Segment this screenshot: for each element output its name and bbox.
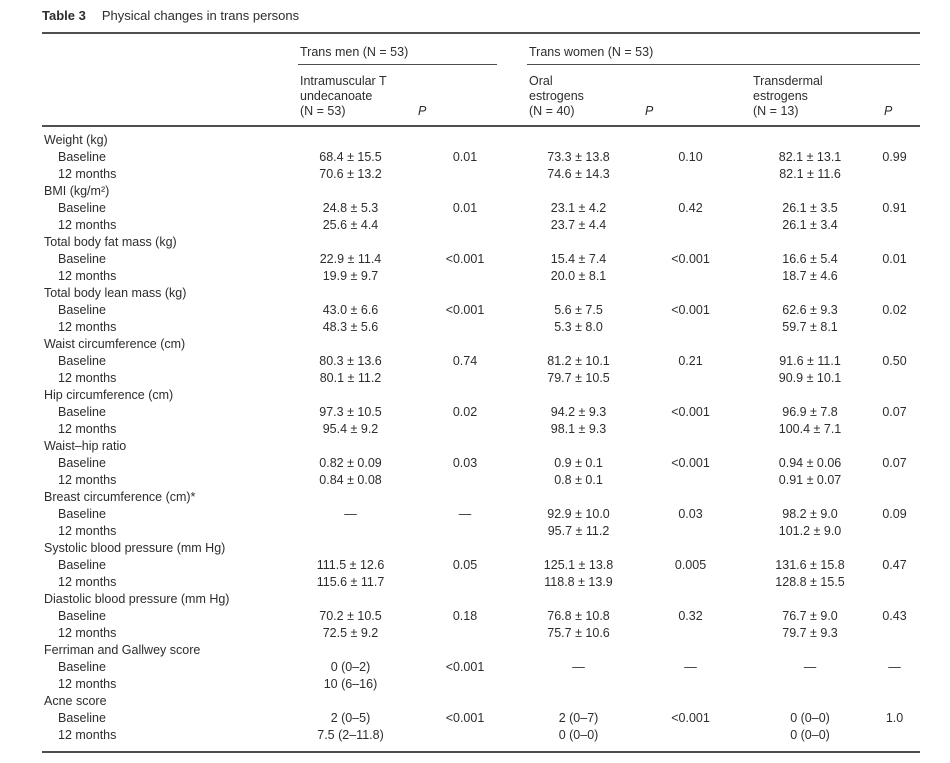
value-cell: 0.91 ± 0.07 xyxy=(778,473,842,487)
data-row xyxy=(42,574,920,591)
value-cell: 0.02 xyxy=(882,303,907,317)
section-row xyxy=(42,693,920,710)
value-cell: <0.001 xyxy=(445,660,485,674)
col-header-line: (N = 13) xyxy=(753,104,799,118)
value-cell: — xyxy=(344,507,357,521)
physical-changes-table xyxy=(42,34,920,753)
section-label: Waist–hip ratio xyxy=(44,439,127,453)
value-cell: 26.1 ± 3.5 xyxy=(782,201,838,215)
col-header-p-trans-men: P xyxy=(403,65,527,126)
row-label: 12 months xyxy=(58,575,117,589)
value-cell xyxy=(527,676,630,693)
table-caption-text: Physical changes in trans persons xyxy=(101,8,300,23)
section-row xyxy=(42,336,920,353)
section-label: Acne score xyxy=(44,694,107,708)
row-label: 12 months xyxy=(58,320,117,334)
value-cell: 0.02 xyxy=(452,405,478,419)
data-row xyxy=(42,200,920,217)
value-cell: <0.001 xyxy=(671,252,710,266)
value-cell xyxy=(869,472,920,489)
col-header-line: estrogens xyxy=(753,89,808,103)
row-label: Baseline xyxy=(58,303,106,317)
value-cell: 19.9 ± 9.7 xyxy=(322,269,379,283)
value-cell: 0.01 xyxy=(882,252,907,266)
row-label: 12 months xyxy=(58,218,117,232)
value-cell xyxy=(869,319,920,336)
value-cell: 10 (6–16) xyxy=(323,677,378,691)
value-cell xyxy=(403,421,527,438)
value-cell: — xyxy=(572,660,585,674)
value-cell: 0 (0–2) xyxy=(330,660,371,674)
value-cell: <0.001 xyxy=(671,303,710,317)
value-cell: 0.43 xyxy=(882,609,907,623)
table-body xyxy=(42,126,920,752)
value-cell: 0.82 ± 0.09 xyxy=(319,456,382,470)
value-cell: 95.4 ± 9.2 xyxy=(322,422,379,436)
value-cell: 0.47 xyxy=(882,558,907,572)
value-cell: 79.7 ± 9.3 xyxy=(782,626,838,640)
value-cell xyxy=(403,319,527,336)
data-row xyxy=(42,710,920,727)
value-cell: 0.03 xyxy=(452,456,478,470)
value-cell xyxy=(869,370,920,387)
value-cell: 125.1 ± 13.8 xyxy=(543,558,614,572)
value-cell xyxy=(630,472,751,489)
row-label: 12 months xyxy=(58,677,117,691)
value-cell: 98.1 ± 9.3 xyxy=(550,422,607,436)
data-row xyxy=(42,370,920,387)
value-cell: 0.09 xyxy=(882,507,907,521)
value-cell xyxy=(630,625,751,642)
data-row xyxy=(42,659,920,676)
value-cell: 0.99 xyxy=(882,150,907,164)
table3-container xyxy=(42,6,920,753)
value-cell xyxy=(403,166,527,183)
data-row xyxy=(42,506,920,523)
value-cell xyxy=(630,370,751,387)
value-cell: 80.3 ± 13.6 xyxy=(319,354,382,368)
data-row xyxy=(42,455,920,472)
value-cell: 0.01 xyxy=(452,201,478,215)
col-header-line: Intramuscular T xyxy=(300,74,387,88)
value-cell xyxy=(403,523,527,540)
value-cell xyxy=(869,574,920,591)
value-cell: 74.6 ± 14.3 xyxy=(547,167,610,181)
value-cell: 100.4 ± 7.1 xyxy=(778,422,842,436)
value-cell xyxy=(630,268,751,285)
value-cell: 128.8 ± 15.5 xyxy=(775,575,845,589)
data-row xyxy=(42,149,920,166)
value-cell xyxy=(869,625,920,642)
section-label: Breast circumference (cm)* xyxy=(44,490,196,504)
value-cell: 0.005 xyxy=(674,558,707,572)
col-header-transdermal-estrogens xyxy=(751,65,869,126)
value-cell: 115.6 ± 11.7 xyxy=(316,575,385,589)
value-cell: 23.7 ± 4.4 xyxy=(550,218,607,232)
section-label: Systolic blood pressure (mm Hg) xyxy=(44,541,226,555)
value-cell: <0.001 xyxy=(445,252,485,266)
row-label: Baseline xyxy=(58,558,106,572)
value-cell: 0.05 xyxy=(452,558,478,572)
value-cell: 0.07 xyxy=(882,405,907,419)
row-label: 12 months xyxy=(58,422,117,436)
value-cell xyxy=(630,523,751,540)
row-label: Baseline xyxy=(58,201,106,215)
value-cell xyxy=(751,676,869,693)
group-cell-trans-men xyxy=(298,34,527,65)
section-label: Ferriman and Gallwey score xyxy=(44,643,201,657)
data-row xyxy=(42,523,920,540)
row-label: 12 months xyxy=(58,371,117,385)
section-label: Weight (kg) xyxy=(44,133,108,147)
value-cell: 0 (0–0) xyxy=(558,728,599,742)
data-row xyxy=(42,268,920,285)
value-cell xyxy=(403,217,527,234)
section-row xyxy=(42,387,920,404)
value-cell: 1.0 xyxy=(885,711,904,725)
value-cell xyxy=(403,268,527,285)
section-row xyxy=(42,438,920,455)
value-cell: <0.001 xyxy=(445,303,485,317)
value-cell: 111.5 ± 12.6 xyxy=(316,558,385,572)
value-cell: 0.94 ± 0.06 xyxy=(778,456,842,470)
data-row xyxy=(42,421,920,438)
value-cell: 96.9 ± 7.8 xyxy=(782,405,838,419)
section-row xyxy=(42,183,920,200)
col-header-line: estrogens xyxy=(529,89,584,103)
row-label: Baseline xyxy=(58,711,106,725)
value-cell xyxy=(403,625,527,642)
value-cell xyxy=(630,166,751,183)
value-cell: 82.1 ± 11.6 xyxy=(779,167,841,181)
value-cell: 76.7 ± 9.0 xyxy=(782,609,838,623)
value-cell: 48.3 ± 5.6 xyxy=(322,320,379,334)
value-cell: 5.6 ± 7.5 xyxy=(554,303,603,317)
data-row xyxy=(42,251,920,268)
value-cell xyxy=(869,166,920,183)
value-cell: 101.2 ± 9.0 xyxy=(778,524,842,538)
value-cell: 72.5 ± 9.2 xyxy=(322,626,379,640)
value-cell xyxy=(869,676,920,693)
value-cell: 0.18 xyxy=(452,609,478,623)
value-cell xyxy=(403,370,527,387)
table-head xyxy=(42,34,920,126)
value-cell: 68.4 ± 15.5 xyxy=(319,150,382,164)
row-label: 12 months xyxy=(58,728,117,742)
value-cell: 5.3 ± 8.0 xyxy=(554,320,603,334)
col-header-p-oral: P xyxy=(630,65,751,126)
value-cell: 0.74 xyxy=(452,354,478,368)
value-cell: — xyxy=(803,660,817,674)
col-header-parameter xyxy=(42,65,298,126)
section-label: Total body lean mass (kg) xyxy=(44,286,187,300)
value-cell: 0.91 xyxy=(882,201,907,215)
col-header-oral-estrogens xyxy=(527,65,630,126)
value-cell: 98.2 ± 9.0 xyxy=(782,507,838,521)
value-cell xyxy=(630,727,751,752)
col-header-line: (N = 40) xyxy=(529,104,575,118)
section-row xyxy=(42,540,920,557)
row-label: 12 months xyxy=(58,524,117,538)
value-cell: 2 (0–5) xyxy=(330,711,371,725)
value-cell: 94.2 ± 9.3 xyxy=(550,405,607,419)
group-cell-trans-women xyxy=(527,34,920,65)
value-cell: <0.001 xyxy=(671,456,710,470)
value-cell: 0.9 ± 0.1 xyxy=(554,456,603,470)
value-cell: 0.07 xyxy=(882,456,907,470)
value-cell: 82.1 ± 13.1 xyxy=(778,150,842,164)
value-cell xyxy=(869,727,920,752)
group-label-trans-women: Trans women (N = 53) xyxy=(527,45,920,65)
value-cell xyxy=(630,421,751,438)
value-cell xyxy=(403,676,527,693)
col-header-line: Oral xyxy=(529,74,553,88)
value-cell: 0.03 xyxy=(678,507,703,521)
row-label: 12 months xyxy=(58,473,117,487)
value-cell: <0.001 xyxy=(671,711,710,725)
value-cell: 75.7 ± 10.6 xyxy=(547,626,610,640)
section-row xyxy=(42,642,920,659)
value-cell: 76.8 ± 10.8 xyxy=(547,609,610,623)
data-row xyxy=(42,625,920,642)
value-cell xyxy=(630,319,751,336)
section-row xyxy=(42,126,920,149)
value-cell: 90.9 ± 10.1 xyxy=(778,371,842,385)
value-cell: 0.50 xyxy=(882,354,907,368)
value-cell: 118.8 ± 13.9 xyxy=(544,575,613,589)
value-cell: 80.1 ± 11.2 xyxy=(319,371,382,385)
data-row xyxy=(42,676,920,693)
value-cell: 79.7 ± 10.5 xyxy=(547,371,610,385)
value-cell xyxy=(869,523,920,540)
data-row xyxy=(42,472,920,489)
data-row xyxy=(42,404,920,421)
row-label: Baseline xyxy=(58,354,106,368)
data-row xyxy=(42,302,920,319)
value-cell: 22.9 ± 11.4 xyxy=(319,252,382,266)
data-row xyxy=(42,608,920,625)
data-row xyxy=(42,353,920,370)
group-spacer xyxy=(42,34,298,65)
value-cell: 0.32 xyxy=(678,609,703,623)
section-label: BMI (kg/m²) xyxy=(44,184,110,198)
col-header-line: (N = 53) xyxy=(300,104,346,118)
value-cell xyxy=(403,472,527,489)
value-cell: 7.5 (2–11.8) xyxy=(317,728,384,742)
row-label: Baseline xyxy=(58,405,106,419)
value-cell: 0.01 xyxy=(452,150,478,164)
data-row xyxy=(42,166,920,183)
section-label: Diastolic blood pressure (mm Hg) xyxy=(44,592,230,606)
row-label: Baseline xyxy=(58,507,106,521)
value-cell: 23.1 ± 4.2 xyxy=(550,201,607,215)
row-label: Baseline xyxy=(58,456,106,470)
value-cell xyxy=(630,574,751,591)
group-header-row xyxy=(42,34,920,65)
data-row xyxy=(42,319,920,336)
value-cell: — xyxy=(888,660,901,674)
value-cell: — xyxy=(458,507,472,521)
value-cell: 26.1 ± 3.4 xyxy=(782,218,838,232)
row-label: Baseline xyxy=(58,150,106,164)
value-cell: 0.8 ± 0.1 xyxy=(554,473,603,487)
value-cell xyxy=(869,217,920,234)
data-row xyxy=(42,217,920,234)
value-cell xyxy=(403,574,527,591)
value-cell xyxy=(869,268,920,285)
value-cell: 81.2 ± 10.1 xyxy=(547,354,610,368)
table-caption xyxy=(42,6,920,26)
value-cell: 97.3 ± 10.5 xyxy=(319,405,382,419)
section-row xyxy=(42,591,920,608)
value-cell: 0.42 xyxy=(678,201,703,215)
value-cell: <0.001 xyxy=(671,405,710,419)
value-cell xyxy=(869,421,920,438)
value-cell: 70.6 ± 13.2 xyxy=(319,167,382,181)
row-label: Baseline xyxy=(58,660,106,674)
value-cell: 18.7 ± 4.6 xyxy=(782,269,838,283)
col-header-p-transdermal: P xyxy=(869,65,920,126)
value-cell: 2 (0–7) xyxy=(558,711,599,725)
value-cell: 59.7 ± 8.1 xyxy=(782,320,838,334)
value-cell: 15.4 ± 7.4 xyxy=(550,252,607,266)
section-row xyxy=(42,234,920,251)
value-cell: 20.0 ± 8.1 xyxy=(550,269,607,283)
section-row xyxy=(42,489,920,506)
value-cell: 43.0 ± 6.6 xyxy=(322,303,379,317)
value-cell: <0.001 xyxy=(445,711,485,725)
value-cell: 62.6 ± 9.3 xyxy=(782,303,838,317)
value-cell xyxy=(630,676,751,693)
value-cell: 0 (0–0) xyxy=(790,728,830,742)
col-header-line: undecanoate xyxy=(300,89,373,103)
section-row xyxy=(42,285,920,302)
value-cell: 73.3 ± 13.8 xyxy=(547,150,610,164)
section-label: Hip circumference (cm) xyxy=(44,388,174,402)
value-cell: 91.6 ± 11.1 xyxy=(779,354,841,368)
data-row xyxy=(42,557,920,574)
value-cell: 92.9 ± 10.0 xyxy=(547,507,610,521)
value-cell: 16.6 ± 5.4 xyxy=(782,252,838,266)
section-label: Waist circumference (cm) xyxy=(44,337,186,351)
value-cell: 70.2 ± 10.5 xyxy=(319,609,382,623)
value-cell xyxy=(403,727,527,752)
value-cell: 24.8 ± 5.3 xyxy=(322,201,379,215)
row-label: 12 months xyxy=(58,167,117,181)
col-header-intramuscular-t xyxy=(298,65,403,126)
value-cell xyxy=(630,217,751,234)
data-row xyxy=(42,727,920,752)
col-header-line: Transdermal xyxy=(753,74,823,88)
value-cell xyxy=(298,523,403,540)
table-caption-label: Table 3 xyxy=(42,8,86,23)
value-cell: — xyxy=(684,660,697,674)
row-label: 12 months xyxy=(58,626,117,640)
row-label: Baseline xyxy=(58,252,106,266)
value-cell: 95.7 ± 11.2 xyxy=(547,524,610,538)
value-cell: 0.21 xyxy=(678,354,703,368)
row-label: 12 months xyxy=(58,269,117,283)
value-cell: 0 (0–0) xyxy=(790,711,830,725)
value-cell: 131.6 ± 15.8 xyxy=(775,558,845,572)
group-label-trans-men: Trans men (N = 53) xyxy=(298,45,497,65)
column-header-row xyxy=(42,65,920,126)
row-label: Baseline xyxy=(58,609,106,623)
value-cell: 0.84 ± 0.08 xyxy=(319,473,382,487)
value-cell: 0.10 xyxy=(678,150,703,164)
value-cell: 25.6 ± 4.4 xyxy=(322,218,379,232)
section-label: Total body fat mass (kg) xyxy=(44,235,177,249)
